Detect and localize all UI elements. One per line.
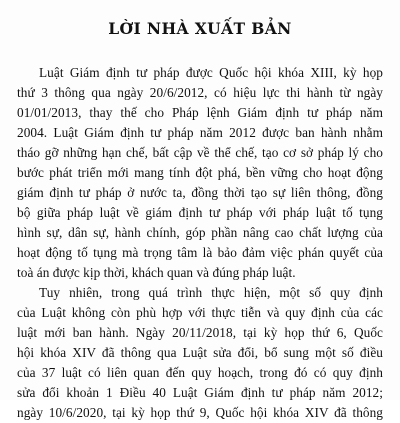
page-title: LỜI NHÀ XUẤT BẢN [108, 19, 292, 38]
text-line: của Luật không còn phù hợp với thực tiễn và quy định của các [17, 305, 383, 320]
text-line: sửa đổi khoản 1 Điều 40 Luật Giám định tư pháp năm 2012; [17, 385, 383, 400]
text-line: 2004. Luật Giám định tư pháp năm 2012 được ban hành nhằm [17, 125, 383, 140]
text-line: giám định tư pháp ở nước ta, đồng thời tạo sự liên thông, đồng [17, 185, 383, 200]
text-line: bộ giữa pháp luật về giám định tư pháp với pháp luật tố tụng [17, 205, 383, 220]
text-line: 01/01/2013, thay thế cho Pháp lệnh Giám định tư pháp năm [17, 105, 383, 120]
text-line: của 37 luật có liên quan đến quy hoạch, trong đó có quy định [17, 365, 383, 380]
paragraph-2 [17, 283, 383, 423]
text-line: hội khóa XIV đã thông qua Luật sửa đổi, bổ sung một số điều [17, 345, 383, 360]
text-line: ngày 10/6/2020, tại kỳ họp thứ 9, Quốc hội khóa XIV đã thông [17, 405, 383, 420]
text-line: bước phát triển mới mang tính đột phá, bền vững cho hoạt động [17, 165, 383, 180]
text-line: hình sự, dân sự, hành chính, góp phần nâng cao chất lượng của [17, 225, 383, 240]
text-line: hoạt động tố tụng mà trọng tâm là bảo đảm việc phán quyết của [17, 245, 383, 260]
text-line: luật mới ban hành. Ngày 20/11/2018, tại kỳ họp thứ 6, Quốc [17, 325, 383, 340]
text-line: Tuy nhiên, trong quá trình thực hiện, một số quy định [39, 285, 383, 300]
text-line: thứ 3 thông qua ngày 20/6/2012, có hiệu lực thi hành từ ngày [17, 85, 383, 100]
text-line: toà án được kịp thời, khách quan và đúng pháp luật. [17, 265, 296, 280]
document-body [17, 63, 383, 423]
text-line: tháo gỡ những hạn chế, bất cập về thể chế, tạo cơ sở pháp lý cho [17, 145, 383, 160]
text-line: Luật Giám định tư pháp được Quốc hội khóa XIII, kỳ họp [39, 65, 383, 80]
paragraph-1 [17, 63, 383, 283]
